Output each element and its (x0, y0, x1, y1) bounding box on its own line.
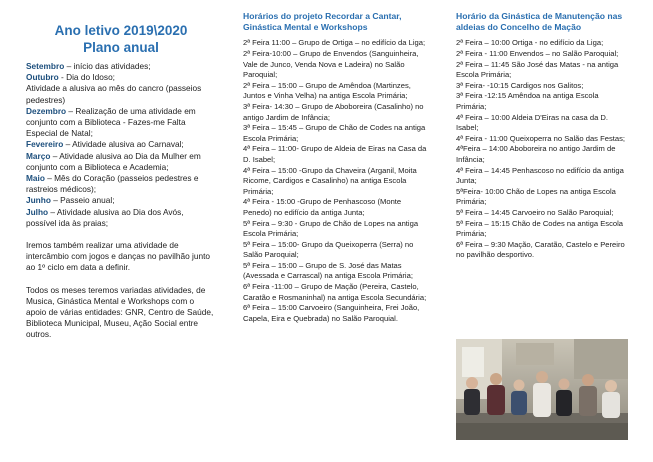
gym-schedule-item: 5ªFeira- 10:00 Chão de Lopes na antiga Escola Primária; (456, 186, 616, 207)
recordar-schedule-item: 4ª Feira – 15:00 -Grupo da Chaveira (Arganil, Moita Ricome, Cardigos e Casalinho) na antiga Escola Primária; (243, 165, 417, 196)
gym-schedule-item: 5ª Feira – 14:45 Carvoeiro no Salão Paroquial; (456, 207, 614, 217)
gym-schedule-item: 3ª Feira- -10:15 Cardigos nos Galitos; (456, 80, 584, 90)
month-activity-text: – Atividade alusiva ao Dia dos Avós, possível ida às praias; (26, 206, 184, 228)
recordar-schedule-item: 2ª Feira – 15:00 – Grupo de Amêndoa (Martinzes, Juntos e Vinha Velha) na antiga Escola Primária; (243, 80, 411, 101)
plan-title-line1: Ano letivo 2019\2020 (54, 23, 188, 38)
gym-schedule-item: 4ª Feira – 14:45 Penhascoso no edifício da antiga Junta; (456, 165, 624, 186)
recordar-schedule-heading: Horários do projeto Recordar a Cantar, Ginástica Mental e Workshops (243, 11, 402, 33)
gym-schedule-item: 2ª Feira - 11:00 Envendos – no Salão Paroquial; (456, 49, 619, 58)
month-activity-item (26, 106, 216, 140)
month-name: Março (26, 150, 51, 161)
month-name: Fevereiro (26, 139, 64, 150)
recordar-schedule-item: 6ª Feira -11:00 – Grupo de Mação (Pereira, Castelo, Caratão e Rosmaninhal) na antiga Escola Secundária; (243, 282, 427, 302)
gym-schedule-item: 4ª Feira - 11:00 Queixoperra no Salão das Festas; (456, 133, 625, 143)
recordar-schedule-item: 4ª Feira - 15:00 -Grupo de Penhascoso (Monte Penedo) no edifício da antiga Junta; (243, 197, 402, 217)
monthly-activities-paragraph: Todos os meses teremos variadas atividades, de Musica, Ginástica Mental e Workshops com o apoio de várias entidades: GNR, Centro de Saúde, Biblioteca Municipal, Museu, Ação Social entre outros. (26, 284, 214, 340)
recordar-schedule-item: 3ª Feira- 14:30 – Grupo de Aboboreira (Casalinho) no antigo Jardim de Infância; (243, 101, 424, 122)
month-activity-item (26, 195, 216, 206)
gym-schedule-item: 5ª Feira – 15:15 Chão de Codes na antiga Escola Primária; (456, 218, 624, 239)
month-name: Junho (26, 195, 51, 206)
month-name: Outubro (26, 72, 59, 83)
month-name: Maio (26, 173, 45, 184)
month-activity-item (26, 173, 216, 195)
gym-schedule-heading: Horário da Ginástica de Manutenção nas aldeias do Concelho de Mação (456, 11, 623, 33)
monthly-activities-list (26, 61, 216, 229)
recordar-schedule-item: 5ª Feira – 15:00- Grupo da Queixoperra (Serra) no Salão Paroquial; (243, 239, 414, 260)
gym-schedule-item: 4ª Feira – 10:00 Aldeia D'Eiras na casa da D. Isabel; (456, 112, 609, 133)
plan-title-line2: Plano anual (83, 40, 159, 55)
gym-schedule-list (456, 38, 628, 260)
gym-schedule-item: 3ª Feira -12:15 Amêndoa na antiga Escola Primária; (456, 91, 599, 111)
month-activity-item (26, 83, 216, 105)
month-activity-item (26, 72, 216, 83)
month-activity-item (26, 151, 216, 173)
month-activity-text: Atividade a alusiva ao mês do cancro (passeios pedestres) (26, 83, 202, 105)
annual-plan-column (26, 22, 216, 341)
recordar-schedule-item: 2ª Feira 11:00 – Grupo de Ortiga – no edifício da Liga; (243, 38, 426, 48)
month-activity-text: – Realização de uma atividade em conjunto com a Biblioteca - Fazes-me Falta Especial de Natal; (26, 105, 196, 139)
month-activity-text: – início das atividades; (64, 61, 151, 71)
month-name: Dezembro (26, 105, 67, 116)
gym-schedule-item: 4ªFeira – 14:00 Aboboreira no antigo Jardim de Infância; (456, 144, 616, 164)
gym-schedule-item: 2ª Feira – 11:45 São José das Matas - na antiga Escola Primária; (456, 59, 619, 80)
recordar-schedule-list (243, 38, 431, 324)
gym-schedule-item: 6ª Feira – 9:30 Mação, Caratão, Castelo e Pereiro no pavilhão desportivo. (456, 239, 625, 260)
month-activity-text: – Atividade alusiva ao Carnaval; (63, 139, 184, 150)
recordar-schedule-item: 3ª Feira – 15:45 – Grupo de Chão de Codes na antiga Escola Primária; (243, 123, 426, 143)
recordar-schedule-item: 6ª Feira – 15:00 Carvoeiro (Sanguinheira, Frei João, Capela, Eira e Quebrada) no Salão Paroquial. (243, 303, 420, 323)
month-activity-text: – Passeio anual; (50, 195, 115, 206)
month-activity-text: - Dia do Idoso; (58, 72, 115, 83)
recordar-schedule-item: 5ª Feira – 15:00 – Grupo de S. José das Matas (Avessada e Carrascal) na antiga Escola Primária; (243, 260, 413, 281)
recordar-schedule-item: 2ª Feira-10:00 – Grupo de Envendos (Sanguinheira, Vale de Junco, Venda Nova e Ladeira) no Salão Paroquial; (243, 49, 419, 80)
month-activity-item (26, 61, 216, 72)
month-activity-text: – Atividade alusiva ao Dia da Mulher em conjunto com a Biblioteca e Academia; (26, 150, 201, 172)
month-activity-item (26, 207, 216, 229)
month-activity-text: – Mês do Coração (passeios pedestres e rastreios médicos); (26, 173, 199, 195)
recordar-schedule-item: 5ª Feira – 9:30 - Grupo de Chão de Lopes na antiga Escola Primária; (243, 218, 419, 239)
recordar-schedule-item: 4ª Feira – 11:00- Grupo de Aldeia de Eiras na Casa da D. Isabel; (243, 144, 427, 164)
month-name: Setembro (26, 61, 65, 71)
plan-title (26, 22, 216, 56)
gym-schedule-item: 2ª Feira – 10:00 Ortiga - no edifício da Liga; (456, 38, 604, 48)
gym-schedule-column (456, 11, 628, 261)
month-name: Julho (26, 206, 49, 217)
month-activity-item (26, 139, 216, 150)
group-activity-photo (456, 339, 628, 440)
exchange-paragraph: Iremos também realizar uma atividade de intercâmbio com jogos e danças no pavilhão junto ao 1º ciclo em data a definir. (26, 240, 211, 273)
recordar-schedule-column (243, 11, 431, 324)
